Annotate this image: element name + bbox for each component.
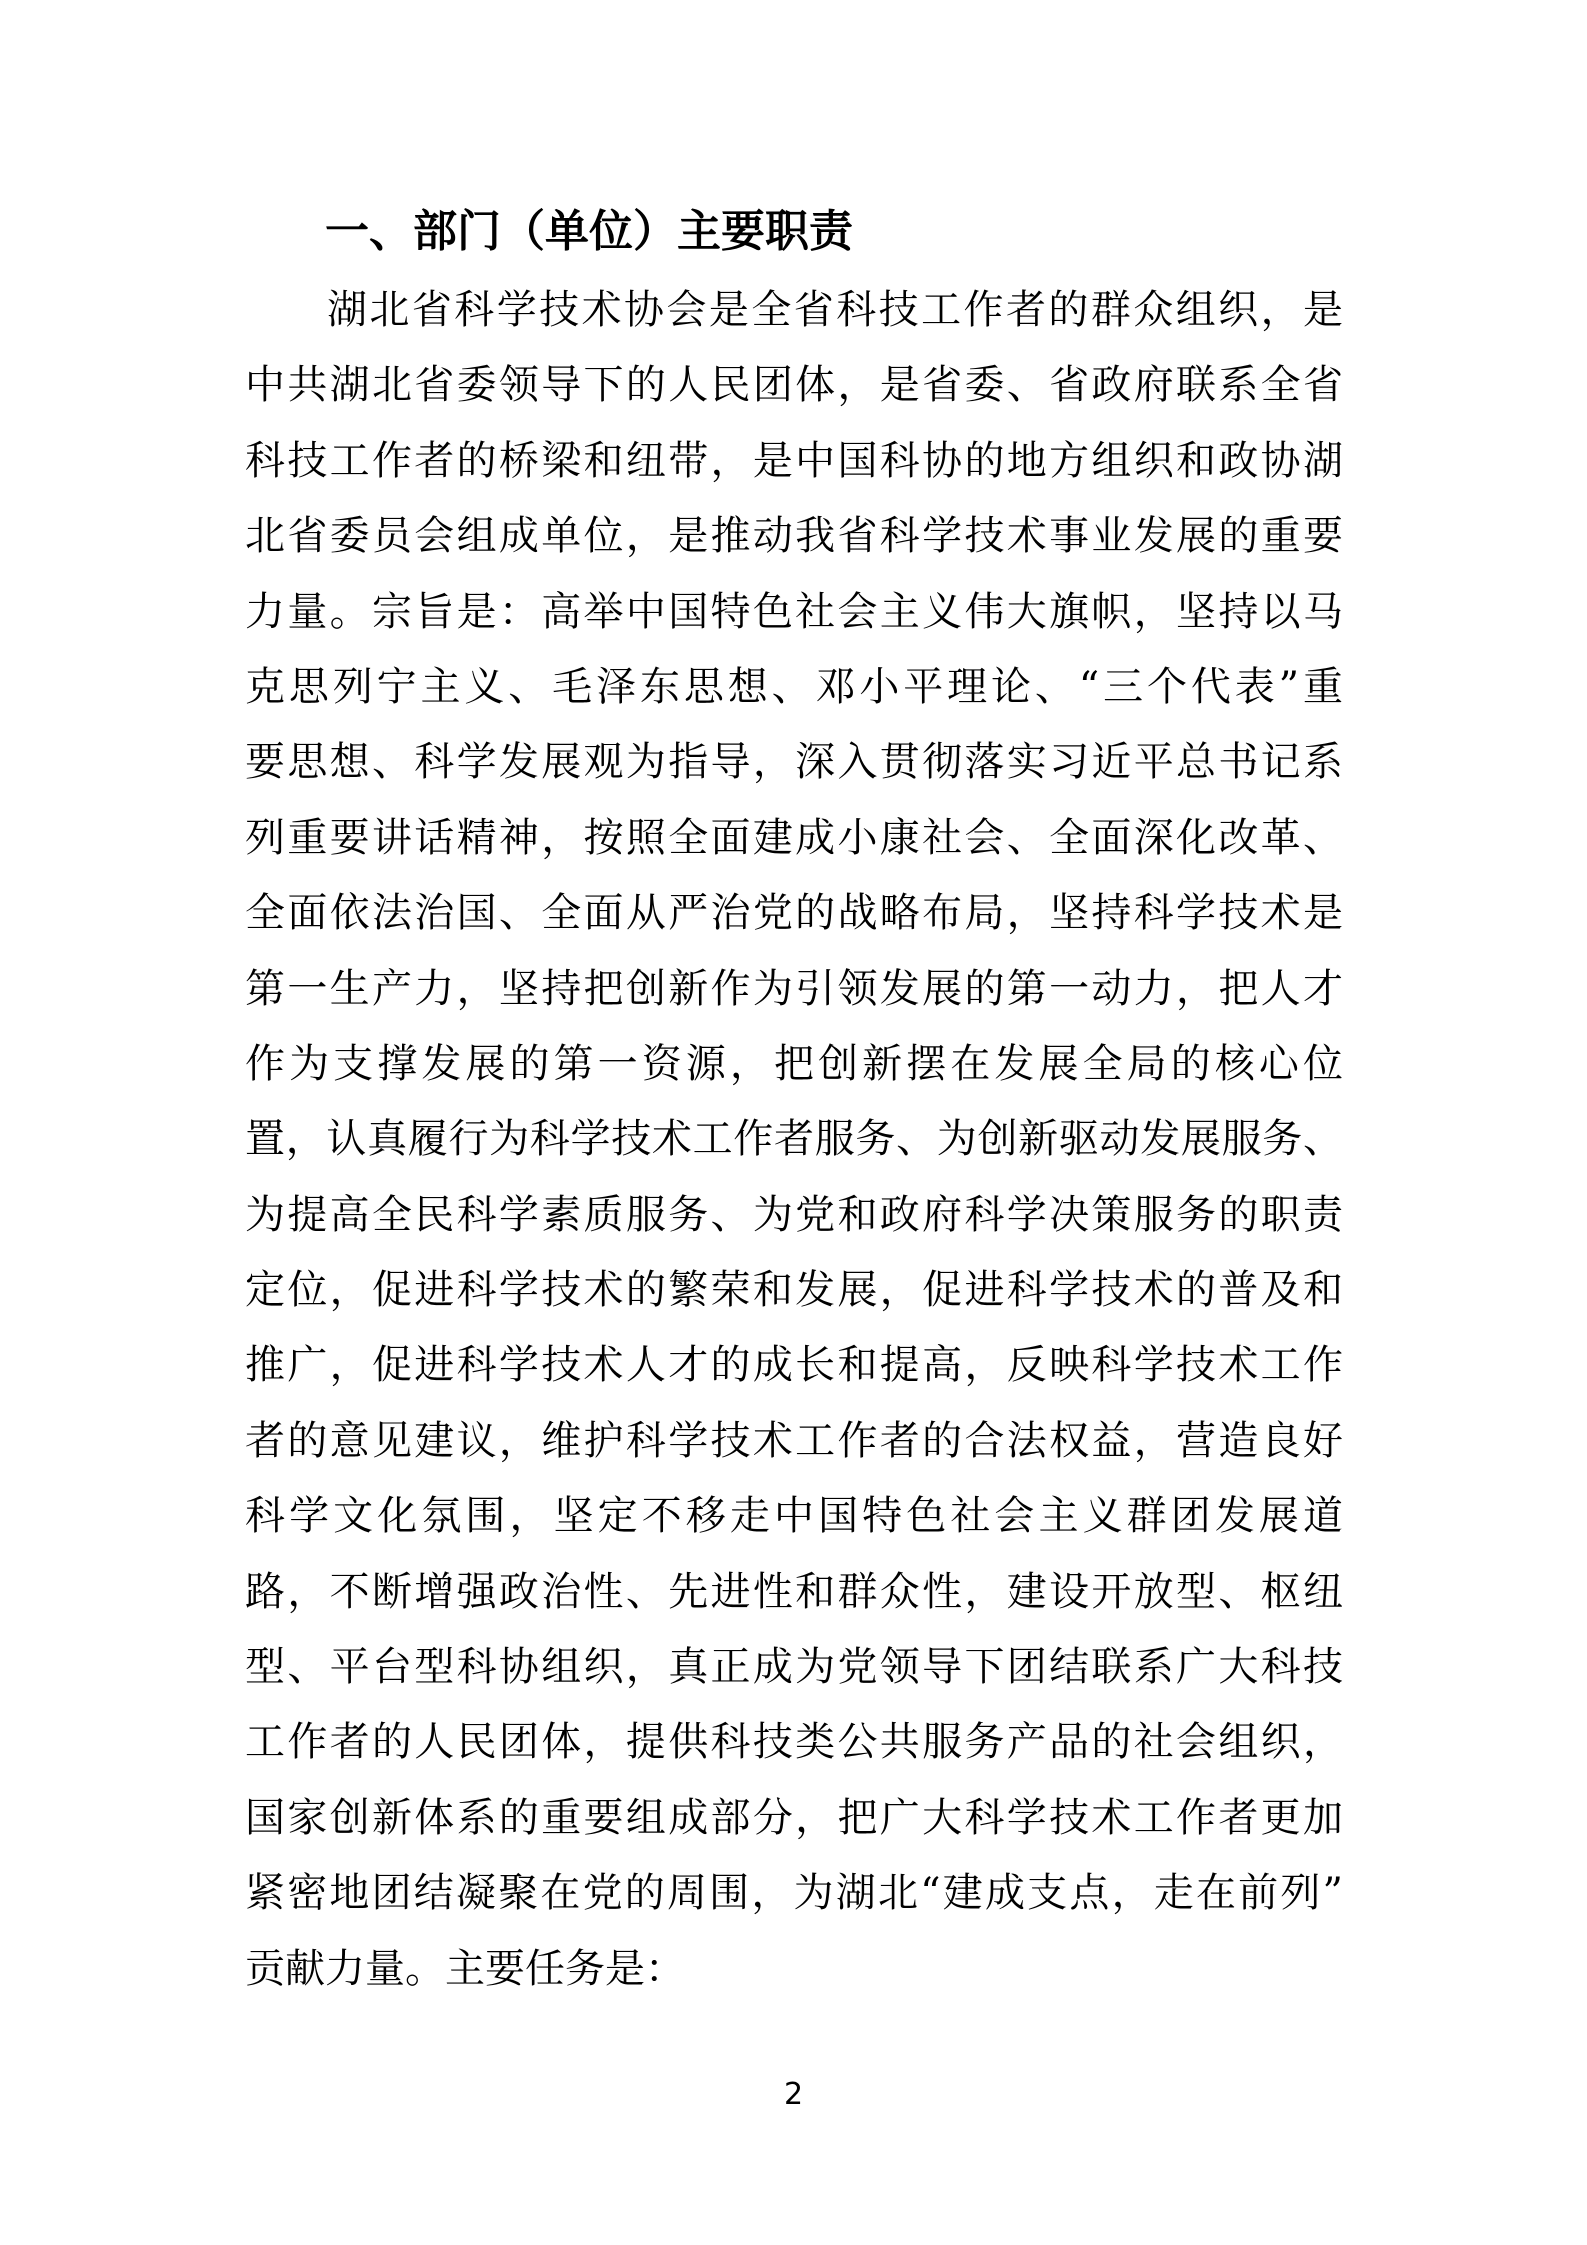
body-line: 科学文化氛围，坚定不移走中国特色社会主义群团发展道 — [245, 1493, 1343, 1540]
page-number: 2 — [783, 2077, 804, 2112]
body-line: 科技工作者的桥梁和纽带，是中国科协的地方组织和政协湖 — [245, 437, 1343, 484]
body-line: 要思想、科学发展观为指导，深入贯彻落实习近平总书记系 — [245, 739, 1343, 786]
body-line: 国家创新体系的重要组成部分，把广大科学技术工作者更加 — [245, 1794, 1343, 1841]
body-line: 全面依法治国、全面从严治党的战略布局，坚持科学技术是 — [245, 890, 1343, 937]
body-line: 作为支撑发展的第一资源，把创新摆在发展全局的核心位 — [245, 1040, 1343, 1087]
section-heading: 一、部门（单位）主要职责 — [325, 206, 853, 257]
paragraph — [245, 273, 1343, 2007]
body-line: 第一生产力，坚持把创新作为引领发展的第一动力，把人才 — [245, 965, 1343, 1012]
body-line: 列重要讲话精神，按照全面建成小康社会、全面深化改革、 — [245, 814, 1343, 861]
body-line: 中共湖北省委领导下的人民团体，是省委、省政府联系全省 — [245, 362, 1343, 409]
body-line: 力量。宗旨是：高举中国特色社会主义伟大旗帜，坚持以马 — [245, 588, 1343, 635]
body-line: 紧密地团结凝聚在党的周围，为湖北“建成支点，走在前列” — [245, 1870, 1343, 1917]
body-line: 贡献力量。主要任务是： — [245, 1945, 685, 1992]
body-line: 路，不断增强政治性、先进性和群众性，建设开放型、枢纽 — [245, 1568, 1343, 1615]
body-line: 置，认真履行为科学技术工作者服务、为创新驱动发展服务、 — [245, 1116, 1343, 1163]
body-line: 定位，促进科学技术的繁荣和发展，促进科学技术的普及和 — [245, 1267, 1343, 1314]
body-line: 湖北省科学技术协会是全省科技工作者的群众组织，是 — [327, 287, 1343, 333]
body-line: 北省委员会组成单位，是推动我省科学技术事业发展的重要 — [245, 513, 1343, 560]
body-line: 者的意见建议，维护科学技术工作者的合法权益，营造良好 — [245, 1417, 1343, 1464]
body-line: 推广，促进科学技术人才的成长和提高，反映科学技术工作 — [245, 1342, 1343, 1389]
body-line: 工作者的人民团体，提供科技类公共服务产品的社会组织， — [245, 1719, 1343, 1766]
body-line: 克思列宁主义、毛泽东思想、邓小平理论、“三个代表”重 — [245, 663, 1343, 710]
body-line: 为提高全民科学素质服务、为党和政府科学决策服务的职责 — [245, 1191, 1343, 1238]
body-line: 型、平台型科协组织，真正成为党领导下团结联系广大科技 — [245, 1644, 1343, 1691]
